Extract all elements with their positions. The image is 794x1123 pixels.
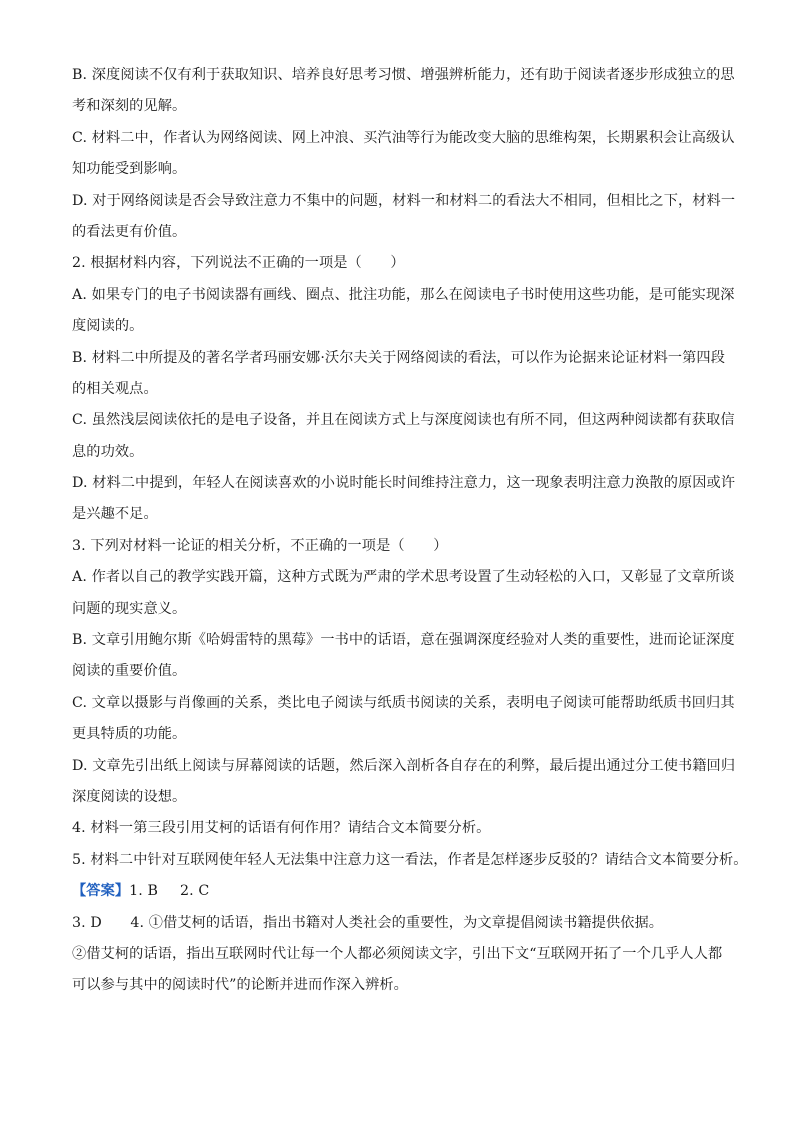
question-2: 2. 根据材料内容，下列说法不正确的一项是（ ） (72, 255, 405, 272)
text-line: 息的功效。 (72, 443, 144, 460)
text-line: C. 文章以摄影与肖像画的关系，类比电子阅读与纸质书阅读的关系，表明电子阅读可能帮助纸质书回归其 (72, 694, 735, 711)
answer-line (72, 876, 724, 907)
text-line: 阅读的重要价值。 (72, 663, 187, 680)
text-line: 的相关观点。 (72, 380, 158, 397)
text-line: B. 文章引用鲍尔斯《哈姆雷特的黑莓》一书中的话语，意在强调深度经验对人类的重要性，进而论证深度 (72, 632, 735, 649)
text-line: D. 对于网络阅读是否会导致注意力不集中的问题，材料一和材料二的看法大不相同，但相比之下，材料一 (72, 192, 736, 209)
text-line: C. 材料二中，作者认为网络阅读、网上冲浪、买汽油等行为能改变大脑的思维构架，长期累积会让高级认 (72, 129, 735, 146)
question-4: 4. 材料一第三段引用艾柯的话语有何作用？请结合文本简要分析。 (72, 820, 491, 837)
text-line: D. 材料二中提到，年轻人在阅读喜欢的小说时能长时间维持注意力，这一现象表明注意力涣散的原因或许 (72, 475, 736, 492)
answer-text-line: ②借艾柯的话语，指出互联网时代让每一个人都必须阅读文字，引出下文“互联网开拓了一个几乎人人都 (72, 945, 723, 962)
answer-2: 2. C (180, 883, 210, 900)
text-line: 考和深刻的见解。 (72, 98, 187, 115)
answer-text-line: 可以参与其中的阅读时代”的论断并进而作深入辨析。 (72, 977, 408, 994)
text-line: B. 深度阅读不仅有利于获取知识、培养良好思考习惯、增强辨析能力，还有助于阅读者逐步形成独立的思 (72, 67, 735, 83)
text-line: 深度阅读的设想。 (72, 788, 187, 805)
answer-1: 1. B (129, 883, 159, 900)
text-line: 度阅读的。 (72, 318, 144, 335)
document-page (72, 60, 748, 1002)
text-line: A. 作者以自己的教学实践开篇，这种方式既为严肃的学术思考设置了生动轻松的入口，又彰显了文章所谈 (72, 569, 735, 586)
question-3: 3. 下列对材料一论证的相关分析，不正确的一项是（ ） (72, 537, 448, 554)
text-line: 是兴趣不足。 (72, 506, 158, 523)
text-line: B. 材料二中所提及的著名学者玛丽安娜·沃尔夫关于网络阅读的看法，可以作为论据来论证材料一第四段 (72, 349, 726, 366)
answer-text-line: 3. D 4. ①借艾柯的话语，指出书籍对人类社会的重要性，为文章提倡阅读书籍提供依据。 (72, 914, 664, 931)
text-line: C. 虽然浅层阅读依托的是电子设备，并且在阅读方式上与深度阅读也有所不同，但这两种阅读都有获取信 (72, 412, 735, 429)
question-5: 5. 材料二中针对互联网使年轻人无法集中注意力这一看法，作者是怎样逐步反驳的？请结合文本简要分析。 (72, 851, 748, 868)
text-line: 知功能受到影响。 (72, 161, 187, 178)
text-line: D. 文章先引出纸上阅读与屏幕阅读的话题，然后深入剖析各自存在的利弊，最后提出通过分工使书籍回归 (72, 757, 736, 774)
text-line: 问题的现实意义。 (72, 600, 187, 617)
text-line: 更具特质的功能。 (72, 726, 187, 743)
text-line: 的看法更有价值。 (72, 223, 187, 240)
answer-tag: 【答案】 (72, 883, 130, 900)
text-line: A. 如果专门的电子书阅读器有画线、圈点、批注功能，那么在阅读电子书时使用这些功能，是可能实现深 (72, 286, 735, 303)
